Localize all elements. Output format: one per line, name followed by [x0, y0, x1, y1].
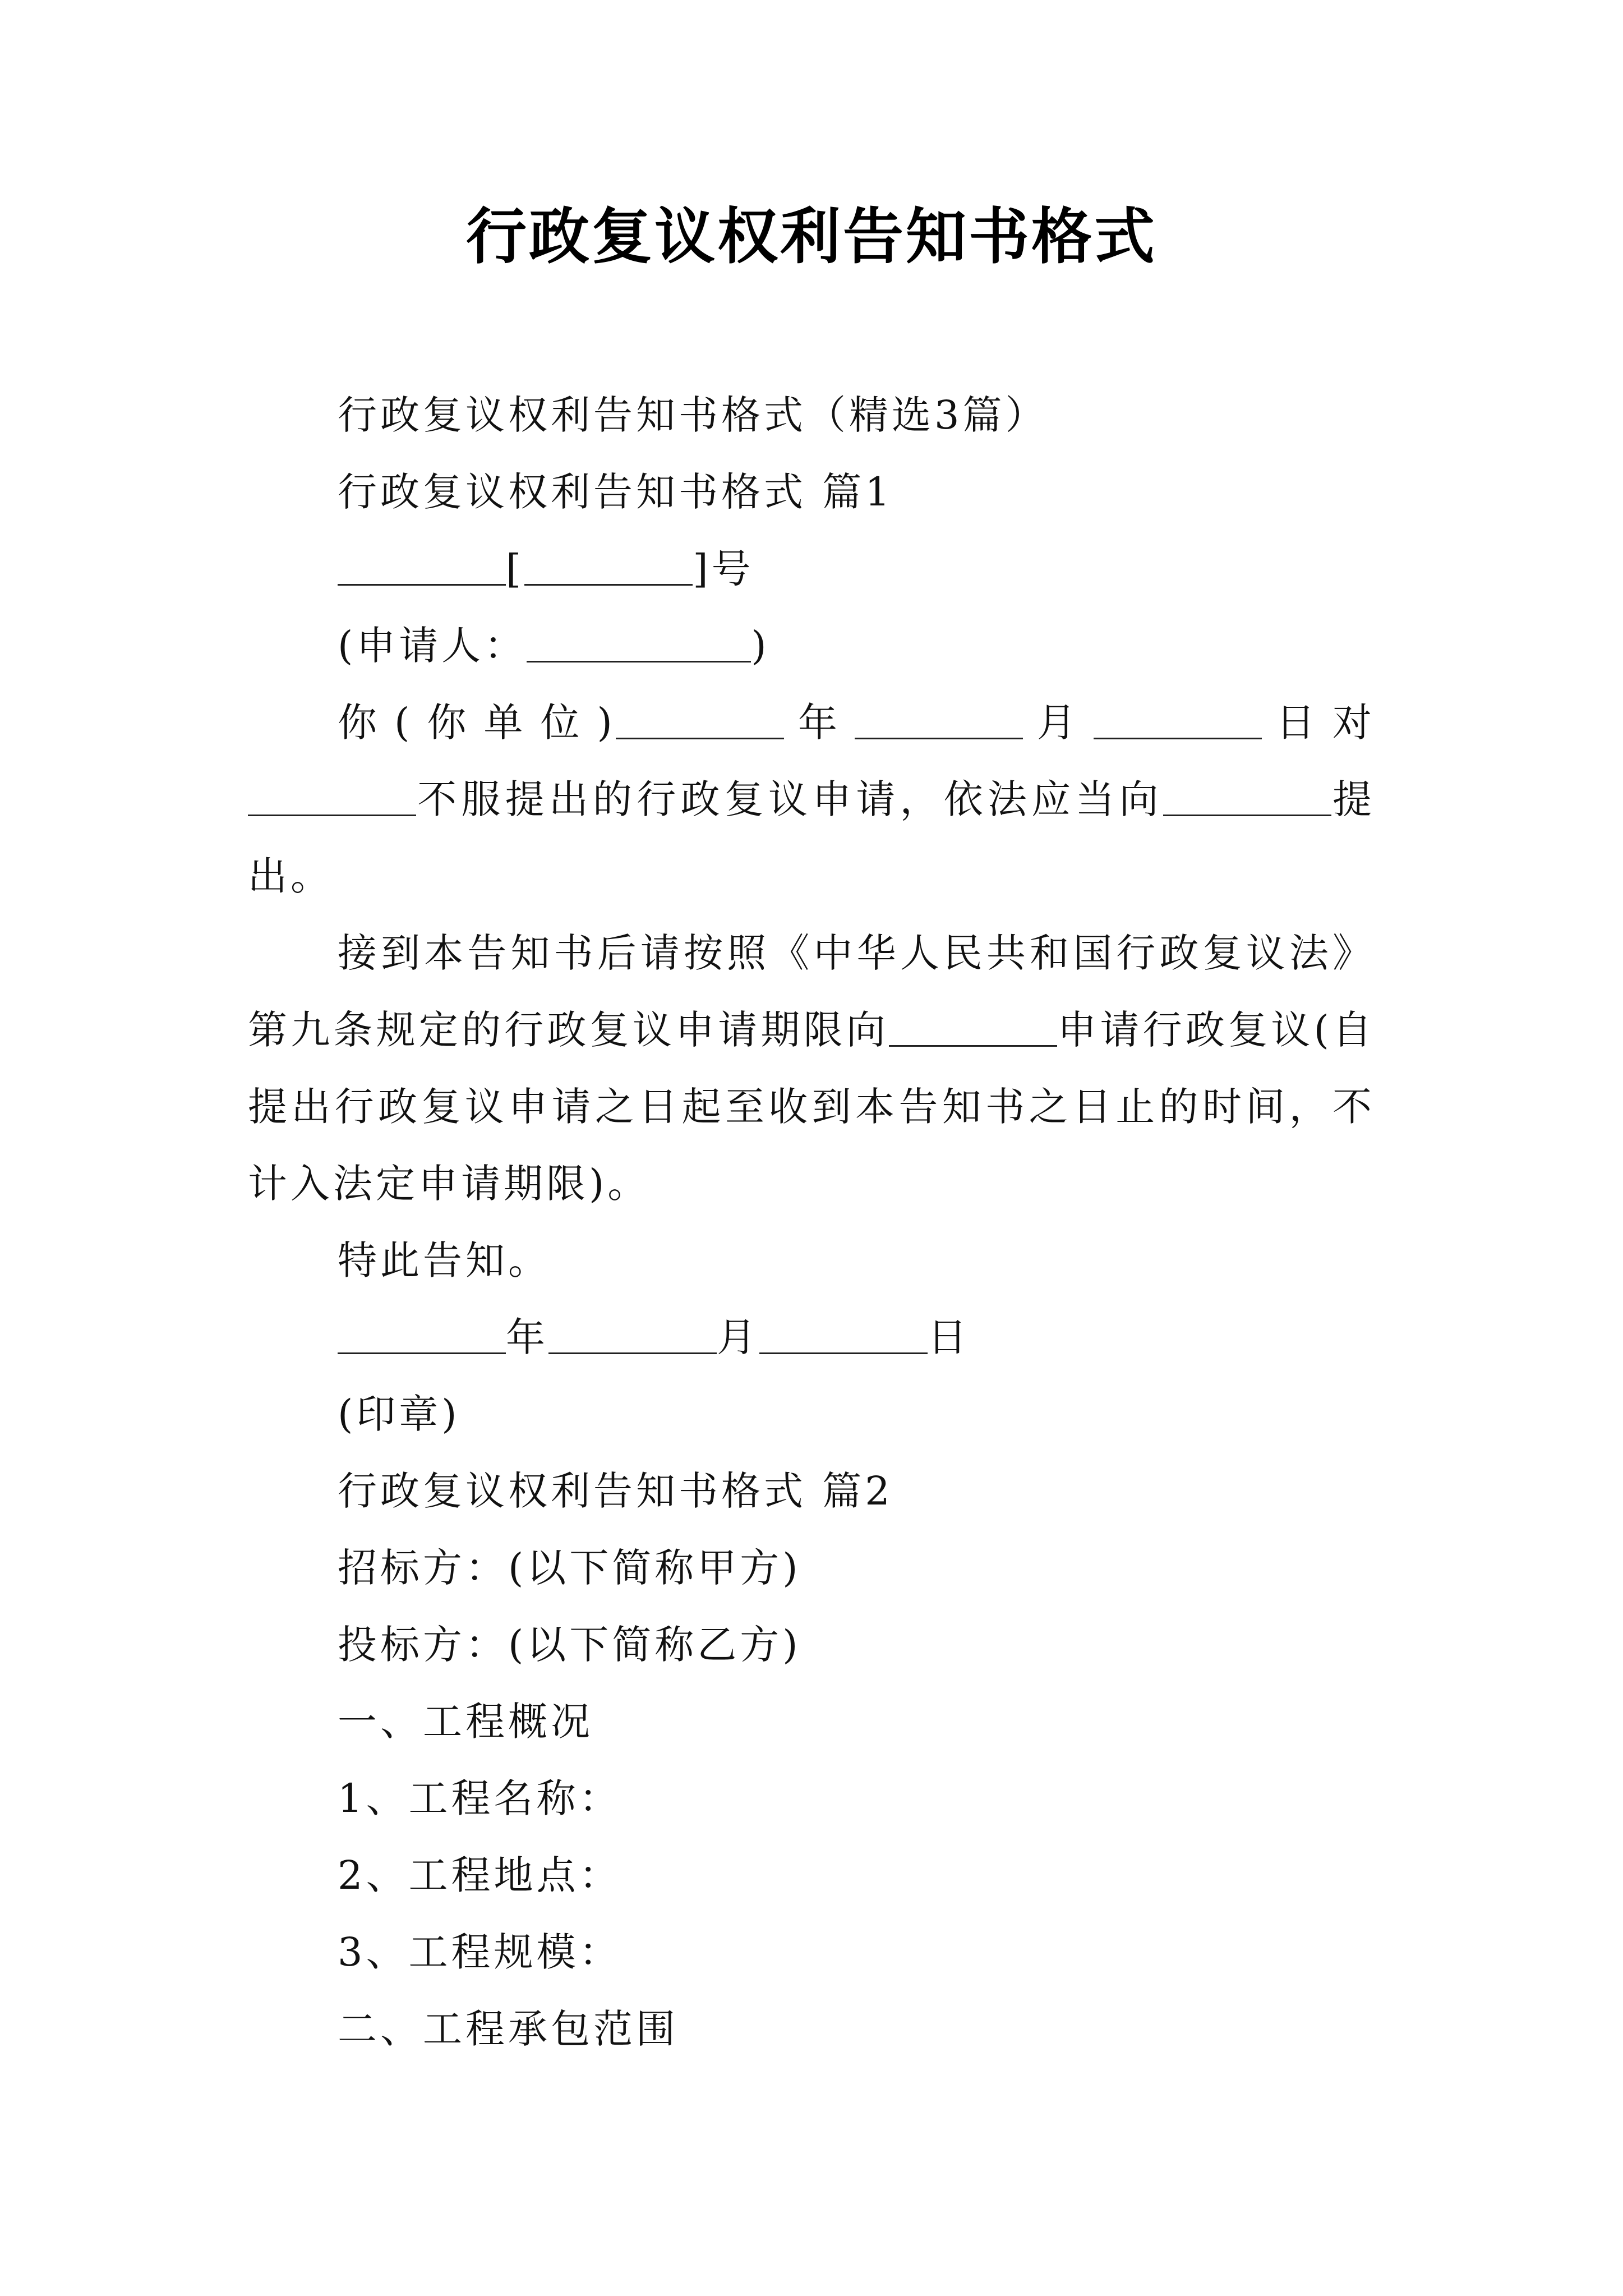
subtitle: 行政复议权利告知书格式（精选3篇）	[338, 392, 1048, 438]
section-1-heading: 行政复议权利告知书格式 篇1	[338, 469, 893, 515]
seal-line: (印章)	[338, 1391, 460, 1437]
applicant-prefix: (申请人：	[338, 623, 527, 669]
section-2-heading: 行政复议权利告知书格式 篇2	[338, 1468, 893, 1514]
document-number-line	[248, 531, 1375, 608]
bracket-close: ]号	[693, 546, 754, 592]
party-a-line: 招标方：(以下简称甲方)	[338, 1545, 801, 1591]
list-item: 1、工程名称：	[338, 1775, 622, 1821]
notice-line: 特此告知。	[338, 1237, 551, 1283]
applicant-line	[248, 608, 1375, 684]
blank-field	[338, 550, 506, 586]
blank-field	[855, 704, 1023, 739]
blank-field	[1163, 781, 1331, 816]
document-title: 行政复议权利告知书格式	[465, 201, 1157, 272]
list-item: 2、工程地点：	[338, 1852, 622, 1898]
paragraph-appeal-rights: 接到本告知书后请按照《中华人民共和国行政复议法》第九条规定的行政复议申请期限向 申请行政复议(自提出行政复议申请之日起至收到本告知书之日止的时间，不计入法定申请期限)。	[248, 930, 1376, 1207]
list-item: 3、工程规模：	[338, 1929, 622, 1975]
list-item: 一、工程概况	[338, 1699, 593, 1745]
party-b-line: 投标方：(以下简称乙方)	[338, 1622, 801, 1668]
paragraph-notice-body: 你(你单位) 年 月 日对不服提出的行政复议申请，依法应当向 提出。	[248, 700, 1376, 899]
blank-field	[1094, 704, 1262, 739]
document-body	[248, 377, 1375, 2068]
blank-field	[527, 627, 751, 662]
date-line: 年 月 日	[248, 1299, 1375, 1376]
list-item: 二、工程承包范围	[338, 2006, 679, 2052]
blank-field	[889, 1011, 1057, 1047]
blank-field	[548, 1319, 717, 1354]
blank-field	[616, 704, 784, 739]
blank-field	[524, 550, 693, 586]
bracket-open: [	[506, 546, 525, 592]
blank-field	[248, 781, 416, 816]
blank-field	[338, 1319, 506, 1354]
blank-field	[759, 1319, 928, 1354]
applicant-suffix: )	[751, 623, 770, 669]
